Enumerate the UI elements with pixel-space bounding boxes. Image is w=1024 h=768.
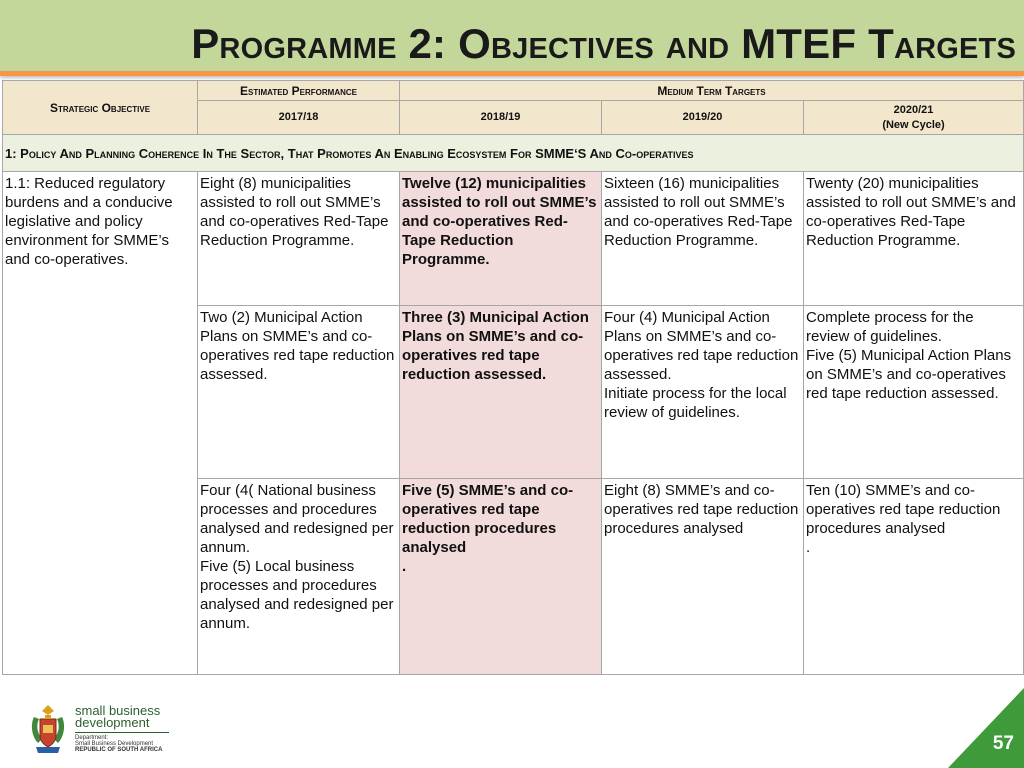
cell-2018-highlighted: Three (3) Municipal Action Plans on SMME’s and co-operatives red tape reduction assessed. xyxy=(400,306,602,479)
cell-2019 xyxy=(602,306,804,479)
header-estimated-performance: Estimated Performance xyxy=(198,81,400,101)
cell-2018-highlighted: Twelve (12) municipalities assisted to roll out SMME’s and co-operatives Red-Tape Reduction Programme. xyxy=(400,172,602,306)
cell-text: Four (4( National business processes and procedures analysed and redesigned per annum. xyxy=(200,482,394,556)
cell-2017 xyxy=(198,479,400,675)
header-year-2019: 2019/20 xyxy=(602,101,804,135)
logo-line-1: small business xyxy=(75,703,161,718)
header-year-2020-label: 2020/21 xyxy=(893,103,934,116)
cell-text: Initiate process for the local review of guidelines. xyxy=(604,385,787,421)
logo-line-2: development xyxy=(75,715,150,730)
objective-heading: 1: Policy And Planning Coherence In The Sector, That Promotes An Enabling Ecosystem For SMME‘S And Co-operatives xyxy=(3,135,1024,172)
table-row xyxy=(3,172,1024,306)
cell-2017: Eight (8) municipalities assisted to roll out SMME’s and co-operatives Red-Tape Reduction Programme. xyxy=(198,172,400,306)
cell-text: . xyxy=(806,539,811,556)
header-year-2020 xyxy=(804,101,1024,135)
logo-dept-name: Small Business Development xyxy=(75,741,154,747)
header-year-2017: 2017/18 xyxy=(198,101,400,135)
cell-2019: Eight (8) SMME’s and co-operatives red tape reduction procedures analysed xyxy=(602,479,804,675)
cell-text: Complete process for the review of guidelines. xyxy=(806,309,974,345)
cell-2019: Sixteen (16) municipalities assisted to roll out SMME’s and co-operatives Red-Tape Reduction Programme. xyxy=(602,172,804,306)
header-row-1 xyxy=(3,81,1024,101)
cell-text: Five (5) SMME’s and co-operatives red tape reduction procedures analysed xyxy=(402,482,574,556)
logo-dept-label: Department: xyxy=(75,735,109,741)
page-number: 57 xyxy=(992,733,1014,754)
cell-2018-highlighted xyxy=(400,479,602,675)
corner-triangle xyxy=(948,688,1024,768)
cell-text: Ten (10) SMME’s and co-operatives red tape reduction procedures analysed xyxy=(806,482,1001,537)
header-year-2018: 2018/19 xyxy=(400,101,602,135)
cell-text: Five (5) Local business processes and procedures analysed and redesigned per annum. xyxy=(200,558,394,632)
cell-text: . xyxy=(402,558,407,575)
department-logo xyxy=(28,703,178,761)
coat-of-arms-icon xyxy=(28,703,68,757)
cell-2020 xyxy=(804,306,1024,479)
header-new-cycle-label: (New Cycle) xyxy=(882,118,945,131)
objectives-table xyxy=(2,80,1024,675)
cell-2020: Twenty (20) municipalities assisted to roll out SMME’s and co-operatives Red-Tape Reduction Programme. xyxy=(804,172,1024,306)
header-medium-term-targets: Medium Term Targets xyxy=(400,81,1024,101)
logo-divider xyxy=(75,732,169,733)
cell-text: Four (4) Municipal Action Plans on SMME’s and co-operatives red tape reduction assessed. xyxy=(604,309,799,383)
logo-country: REPUBLIC OF SOUTH AFRICA xyxy=(75,747,163,753)
header-strategic-objective: Strategic Objective xyxy=(3,81,198,135)
title-accent-rule xyxy=(0,71,1024,76)
page-title: Programme 2: Objectives and MTEF Targets xyxy=(191,20,1016,67)
cell-2020 xyxy=(804,479,1024,675)
cell-text: Five (5) Municipal Action Plans on SMME’s and co-operatives red tape reduction assessed. xyxy=(806,347,1012,402)
strategic-objective-cell: 1.1: Reduced regulatory burdens and a conducive legislative and policy environment for SMME’s and co-operatives. xyxy=(3,172,198,675)
objective-heading-row xyxy=(3,135,1024,172)
cell-2017: Two (2) Municipal Action Plans on SMME’s and co-operatives red tape reduction assessed. xyxy=(198,306,400,479)
